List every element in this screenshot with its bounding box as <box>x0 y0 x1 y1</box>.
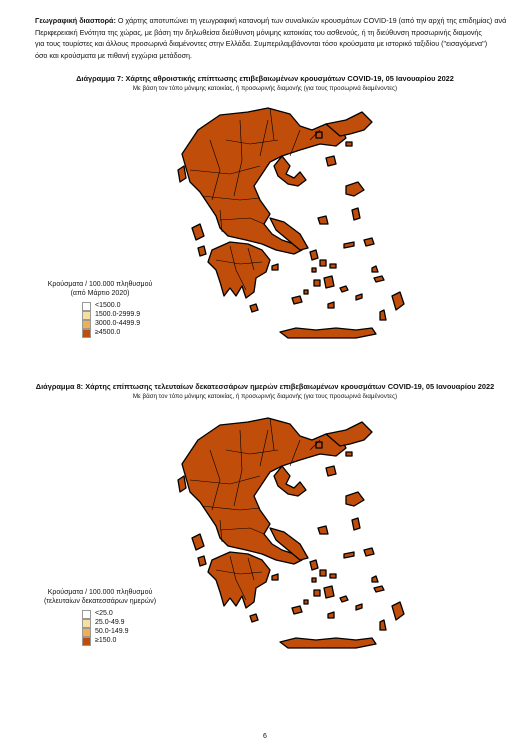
region-karpathos <box>380 310 386 320</box>
region-santorini <box>328 612 334 618</box>
region-syros <box>312 578 316 582</box>
region-lemnos <box>326 156 336 166</box>
legend-label: 1500.0-2999.9 <box>95 311 141 319</box>
region-kythira <box>250 304 258 312</box>
region-santorini <box>328 302 334 308</box>
region-kalymnos <box>372 576 378 582</box>
legend-label: 3000.0-4499.9 <box>95 320 141 328</box>
legend-swatch <box>82 329 91 338</box>
region-amorgos <box>340 596 348 602</box>
region-skyros <box>318 216 328 224</box>
intro-bold-label: Γεωγραφική διασπορά: <box>35 16 116 25</box>
region-crete <box>280 328 376 338</box>
region-paros <box>314 280 320 286</box>
region-mykonos <box>330 574 336 578</box>
region-kos <box>374 276 384 282</box>
region-ikaria <box>344 552 354 558</box>
figure8-legend <box>40 588 160 646</box>
region-karpathos <box>380 620 386 630</box>
region-tinos <box>320 260 326 266</box>
figure8-legend-item <box>82 637 160 646</box>
legend-label: 50.0-149.9 <box>95 628 129 636</box>
region-kalymnos <box>372 266 378 272</box>
figure8-legend-item <box>82 619 160 628</box>
region-milos <box>292 606 302 614</box>
region-andros <box>310 250 318 260</box>
region-lesvos <box>346 492 364 506</box>
legend-label: <25.0 <box>95 610 113 618</box>
region-corfu <box>178 166 186 182</box>
region-chalkidiki <box>274 156 306 186</box>
region-samos <box>364 548 374 556</box>
region-peloponnese <box>208 552 270 608</box>
region-zakynthos <box>198 556 206 566</box>
figure7-legend <box>40 280 160 338</box>
figure8-map <box>150 410 410 650</box>
legend-label: <1500.0 <box>95 302 121 310</box>
region-astypalaia <box>356 294 362 300</box>
figure7-subtitle: Με βάση τον τόπο μόνιμης κατοικίας, ή προσωρινής διαμονής (για τους προσωρινά διαμένοντες) <box>132 85 398 92</box>
region-milos <box>292 296 302 304</box>
intro-line-2: Περιφερειακή Ενότητα της χώρας, με βάση την δηλωθείσα διεύθυνση μόνιμης κατοικίας του ασθενούς, ή τη διεύθυνση προσωρινής διαμονής <box>35 27 482 37</box>
figure7-title: Διάγραμμα 7: Χάρτης αθροιστικής επίπτωσης επιβεβαιωμένων κρουσμάτων COVID-19, 05 Ιανουαρίου 2022 <box>76 74 454 83</box>
legend-swatch <box>82 311 91 320</box>
region-crete <box>280 638 376 648</box>
region-tinos <box>320 570 326 576</box>
intro-line-1: Ο χάρτης αποτυπώνει τη γεωγραφική κατανομή των συναλικών κρουσμάτων COVID-19 (από την αρχή της επιδημίας) ανά <box>115 16 507 25</box>
region-skyros <box>318 526 328 534</box>
region-andros <box>310 560 318 570</box>
intro-line-4: όσο και κρούσματα με πιθανή εγχώρια μετάδοση. <box>35 50 193 60</box>
intro-line-3: για τους τουρίστες και άλλους προσωρινά διαμένοντες στην Ελλάδα. Συμπεριλαμβάνονται τόσο κρούσματα με ιστορικό ταξιδίου ("εισαγόμενα") <box>35 39 488 48</box>
legend-label: ≥4500.0 <box>95 329 121 337</box>
figure7-greece-regions <box>178 108 404 338</box>
region-rhodes <box>392 292 404 310</box>
figure7-map <box>150 100 410 340</box>
figure8-greece-regions <box>178 418 404 648</box>
region-chalkidiki <box>274 466 306 496</box>
figure7-legend-item <box>82 329 160 338</box>
region-paros <box>314 590 320 596</box>
region-samos <box>364 238 374 246</box>
region-sifnos <box>304 290 308 294</box>
legend-label: ≥150.0 <box>95 637 117 645</box>
figure8-legend-item <box>82 628 160 637</box>
region-syros <box>312 268 316 272</box>
figure7-legend-item <box>82 302 160 311</box>
figure8-legend-title-1: Κρούσματα / 100.000 πληθυσμού <box>47 589 153 596</box>
region-kos <box>374 586 384 592</box>
region-amorgos <box>340 286 348 292</box>
intro-paragraph <box>35 15 530 61</box>
figure7-legend-title-2: (από Μάρτιο 2020) <box>70 290 130 297</box>
region-naxos <box>324 586 334 598</box>
region-chios <box>352 518 360 530</box>
region-ikaria <box>344 242 354 248</box>
region-kythira <box>250 614 258 622</box>
legend-swatch <box>82 320 91 329</box>
figure8-title: Διάγραμμα 8: Χάρτης επίπτωσης τελευταίων δεκατεσσάρων ημερών επιβεβαιωμένων κρουσμάτων COVID-19, 05 Ιανουαρίου 2022 <box>35 382 495 391</box>
region-kefalonia <box>192 534 204 550</box>
figure7-legend-item <box>82 320 160 329</box>
figure7-legend-item <box>82 311 160 320</box>
figure8-subtitle: Με βάση τον τόπο μόνιμης κατοικίας, ή προσωρινής διαμονής (για τους προσωρινά διαμένοντες) <box>132 393 398 400</box>
legend-swatch <box>82 628 91 637</box>
region-mainland <box>182 418 346 564</box>
region-samothrace <box>346 142 352 146</box>
region-mainland <box>182 108 346 254</box>
region-lemnos <box>326 466 336 476</box>
region-aegina <box>272 574 278 580</box>
region-aegina <box>272 264 278 270</box>
region-naxos <box>324 276 334 288</box>
region-peloponnese <box>208 242 270 298</box>
region-chios <box>352 208 360 220</box>
region-astypalaia <box>356 604 362 610</box>
legend-label: 25.0-49.9 <box>95 619 125 627</box>
legend-swatch <box>82 637 91 646</box>
legend-swatch <box>82 619 91 628</box>
region-mykonos <box>330 264 336 268</box>
figure7-legend-title-1: Κρούσματα / 100.000 πληθυσμού <box>47 281 153 288</box>
figure8-legend-item <box>82 610 160 619</box>
region-lesvos <box>346 182 364 196</box>
region-kefalonia <box>192 224 204 240</box>
region-sifnos <box>304 600 308 604</box>
page-number: 6 <box>263 733 267 740</box>
region-zakynthos <box>198 246 206 256</box>
region-corfu <box>178 476 186 492</box>
region-rhodes <box>392 602 404 620</box>
legend-swatch <box>82 610 91 619</box>
figure8-legend-title-2: (τελευταίων δεκατεσσάρων ημερών) <box>43 598 157 605</box>
region-samothrace <box>346 452 352 456</box>
legend-swatch <box>82 302 91 311</box>
